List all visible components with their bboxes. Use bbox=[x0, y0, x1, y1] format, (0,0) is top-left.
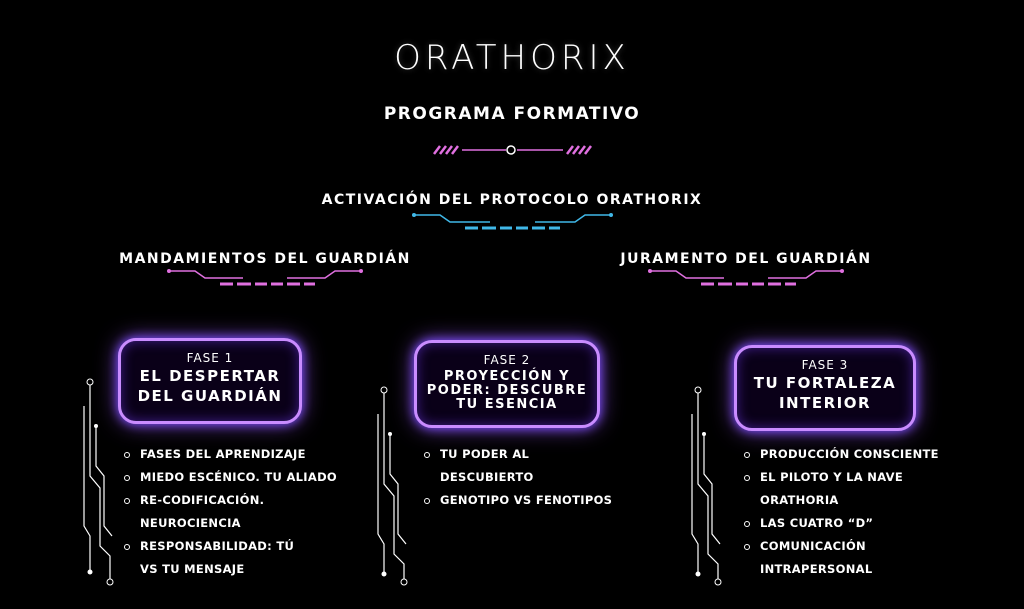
list-item: GENOTIPO VS FENOTIPOS bbox=[424, 489, 624, 512]
phase-3-title-line2: INTERIOR bbox=[778, 394, 872, 412]
logo: ORATHORIX bbox=[394, 38, 630, 78]
phase-2-title-line1: PROYECCIÓN Y bbox=[443, 369, 571, 384]
list-item: EL PILOTO Y LA NAVE ORATHORIA bbox=[744, 466, 974, 512]
list-item: LAS CUATRO “D” bbox=[744, 512, 974, 535]
left-heading-divider bbox=[165, 266, 365, 288]
list-item: TU PODER AL DESCUBIERTO bbox=[424, 443, 624, 489]
phase-2-title-line2: PODER: DESCUBRE bbox=[426, 383, 588, 398]
right-heading-divider bbox=[646, 266, 846, 288]
phase-1-card bbox=[118, 338, 302, 424]
phase-1-list bbox=[124, 443, 354, 581]
list-item: PRODUCCIÓN CONSCIENTE bbox=[744, 443, 974, 466]
circuit-decoration-2 bbox=[372, 384, 414, 588]
phase-2-label: FASE 2 bbox=[483, 353, 531, 367]
title-divider bbox=[430, 140, 595, 160]
phase-3-label: FASE 3 bbox=[801, 358, 849, 372]
phase-1-title-line1: EL DESPERTAR bbox=[139, 367, 281, 385]
phase-1-label: FASE 1 bbox=[186, 351, 234, 365]
phase-2-title-line3: TU ESENCIA bbox=[456, 397, 558, 412]
phase-1-title-line2: DEL GUARDIÁN bbox=[137, 387, 283, 405]
list-item: MIEDO ESCÉNICO. TU ALIADO bbox=[124, 466, 354, 489]
phase-3-card bbox=[734, 345, 916, 431]
list-item: COMUNICACIÓN INTRAPERSONAL bbox=[744, 535, 974, 581]
protocol-heading: ACTIVACIÓN DEL PROTOCOLO ORATHORIX bbox=[321, 192, 703, 208]
list-item: RE-CODIFICACIÓN. NEUROCIENCIA bbox=[124, 489, 354, 535]
protocol-divider bbox=[410, 210, 615, 232]
phase-2-card bbox=[414, 340, 600, 428]
phase-3-title-line1: TU FORTALEZA bbox=[753, 374, 897, 392]
phase-3-list bbox=[744, 443, 974, 581]
left-heading: MANDAMIENTOS DEL GUARDIÁN bbox=[119, 251, 411, 267]
right-heading: JURAMENTO DEL GUARDIÁN bbox=[620, 251, 872, 267]
list-item: RESPONSABILIDAD: TÚ VS TU MENSAJE bbox=[124, 535, 315, 581]
list-item: FASES DEL APRENDIZAJE bbox=[124, 443, 354, 466]
phase-2-list bbox=[424, 443, 624, 512]
circuit-decoration-1 bbox=[78, 376, 120, 588]
circuit-decoration-3 bbox=[686, 384, 728, 588]
page-title: PROGRAMA FORMATIVO bbox=[383, 104, 641, 124]
